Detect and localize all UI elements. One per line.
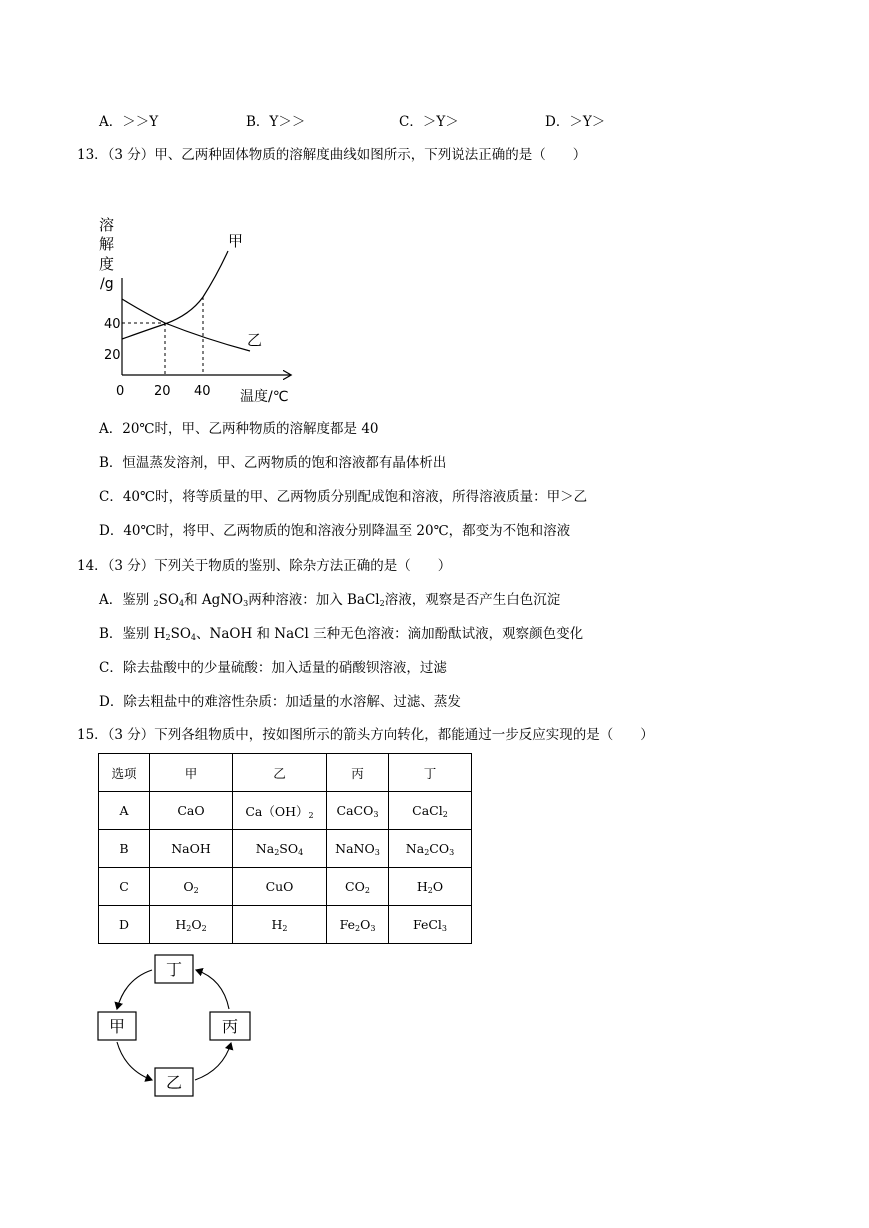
table-header-cell: 丁 bbox=[389, 754, 472, 792]
table-header-row bbox=[99, 754, 472, 792]
q15-stem: 15．（3 分）下列各组物质中，按如图所示的箭头方向转化，都能通过一步反应实现的是（ ） bbox=[77, 727, 654, 743]
table-cell: D bbox=[99, 906, 150, 944]
table-cell: CuO bbox=[233, 868, 327, 906]
table-cell: NaNO$_3$ bbox=[327, 830, 389, 868]
table-row bbox=[99, 830, 472, 868]
series-label-jia: 甲 bbox=[228, 232, 244, 250]
x-tick-20: 20 bbox=[154, 384, 171, 399]
ylabel-char-1: 溶 bbox=[99, 216, 115, 234]
q12-option-c: C．＞Y＞ bbox=[399, 114, 459, 130]
x-axis-label: 温度/℃ bbox=[240, 389, 289, 405]
arrow-yi-to-bing bbox=[195, 1043, 231, 1080]
table-cell: CaO bbox=[150, 792, 233, 830]
table-cell: $O_2$ bbox=[150, 868, 233, 906]
q14-stem: 14．（3 分）下列关于物质的鉴别、除杂方法正确的是（ ） bbox=[77, 558, 452, 574]
table-cell: $Na_2SO_4$ bbox=[233, 830, 327, 868]
ylabel-char-3: 度 bbox=[99, 255, 115, 273]
ylabel-unit: /g bbox=[100, 276, 114, 292]
table-row bbox=[99, 906, 472, 944]
ylabel-char-2: 解 bbox=[99, 235, 115, 253]
q13-option-c: C．40℃时，将等质量的甲、乙两物质分别配成饱和溶液，所得溶液质量：甲＞乙 bbox=[99, 489, 588, 505]
table-cell: CaCl$_2$ bbox=[389, 792, 472, 830]
label-jia: 甲 bbox=[109, 1017, 126, 1036]
table-cell: CaCO$_3$ bbox=[327, 792, 389, 830]
q14-option-a: A．鉴别 $_2SO_4$和 AgNO$_3$两种溶液：加入 BaCl$_2$溶液，观察是否产生白色沉淀 bbox=[99, 592, 561, 608]
arrow-ding-to-jia bbox=[117, 970, 152, 1009]
table-cell: $CO_2$ bbox=[327, 868, 389, 906]
table-cell: NaOH bbox=[150, 830, 233, 868]
q13-option-a: A．20℃时，甲、乙两种物质的溶解度都是 40 bbox=[99, 421, 379, 437]
label-ding: 丁 bbox=[166, 960, 183, 979]
q15-table bbox=[98, 753, 472, 944]
table-header-cell: 乙 bbox=[233, 754, 327, 792]
q12-option-b: B．Y＞＞ bbox=[246, 114, 306, 130]
conversion-cycle-diagram bbox=[95, 952, 265, 1102]
x-tick-40: 40 bbox=[194, 384, 211, 399]
q14-option-c: C．除去盐酸中的少量硫酸：加入适量的硝酸钡溶液，过滤 bbox=[99, 660, 447, 676]
table-cell: $Ca(OH)_2$ bbox=[233, 792, 327, 830]
table-row bbox=[99, 792, 472, 830]
q12-option-a: A．＞＞Y bbox=[99, 114, 159, 130]
q13-option-b: B．恒温蒸发溶剂，甲、乙两物质的饱和溶液都有晶体析出 bbox=[99, 455, 447, 471]
curve-yi bbox=[122, 299, 250, 351]
q12-option-d: D．＞Y＞ bbox=[545, 114, 606, 130]
table-cell: $H_2O$ bbox=[389, 868, 472, 906]
q14-option-d: D．除去粗盐中的难溶性杂质：加适量的水溶解、过滤、蒸发 bbox=[99, 694, 461, 710]
q13-option-d: D．40℃时，将甲、乙两物质的饱和溶液分别降温至 20℃，都变为不饱和溶液 bbox=[99, 523, 571, 539]
arrow-bing-to-ding bbox=[196, 970, 229, 1009]
table-header-cell: 甲 bbox=[150, 754, 233, 792]
table-cell: FeCl$_3$ bbox=[389, 906, 472, 944]
table-row bbox=[99, 868, 472, 906]
label-bing: 丙 bbox=[222, 1017, 239, 1036]
table-cell: $Fe_2O_3$ bbox=[327, 906, 389, 944]
series-label-yi: 乙 bbox=[247, 331, 263, 349]
table-cell: B bbox=[99, 830, 150, 868]
curve-jia bbox=[122, 251, 228, 339]
x-tick-0: 0 bbox=[116, 384, 125, 399]
table-cell: $H_2O_2$ bbox=[150, 906, 233, 944]
label-yi: 乙 bbox=[166, 1073, 183, 1092]
y-tick-40: 40 bbox=[104, 317, 121, 332]
solubility-chart bbox=[95, 203, 310, 408]
table-cell: C bbox=[99, 868, 150, 906]
q14-option-b: B．鉴别 $H_2SO_4$、NaOH 和 NaCl 三种无色溶液：滴加酚酞试液，观察颜色变化 bbox=[99, 626, 584, 642]
table-cell: A bbox=[99, 792, 150, 830]
table-cell: $Na_2CO_3$ bbox=[389, 830, 472, 868]
q13-stem: 13．（3 分）甲、乙两种固体物质的溶解度曲线如图所示，下列说法正确的是（ ） bbox=[77, 147, 587, 163]
arrow-jia-to-yi bbox=[117, 1042, 152, 1080]
y-tick-20: 20 bbox=[104, 348, 121, 363]
table-cell: $H_2$ bbox=[233, 906, 327, 944]
table-header-cell: 选项 bbox=[99, 754, 150, 792]
table-header-cell: 丙 bbox=[327, 754, 389, 792]
